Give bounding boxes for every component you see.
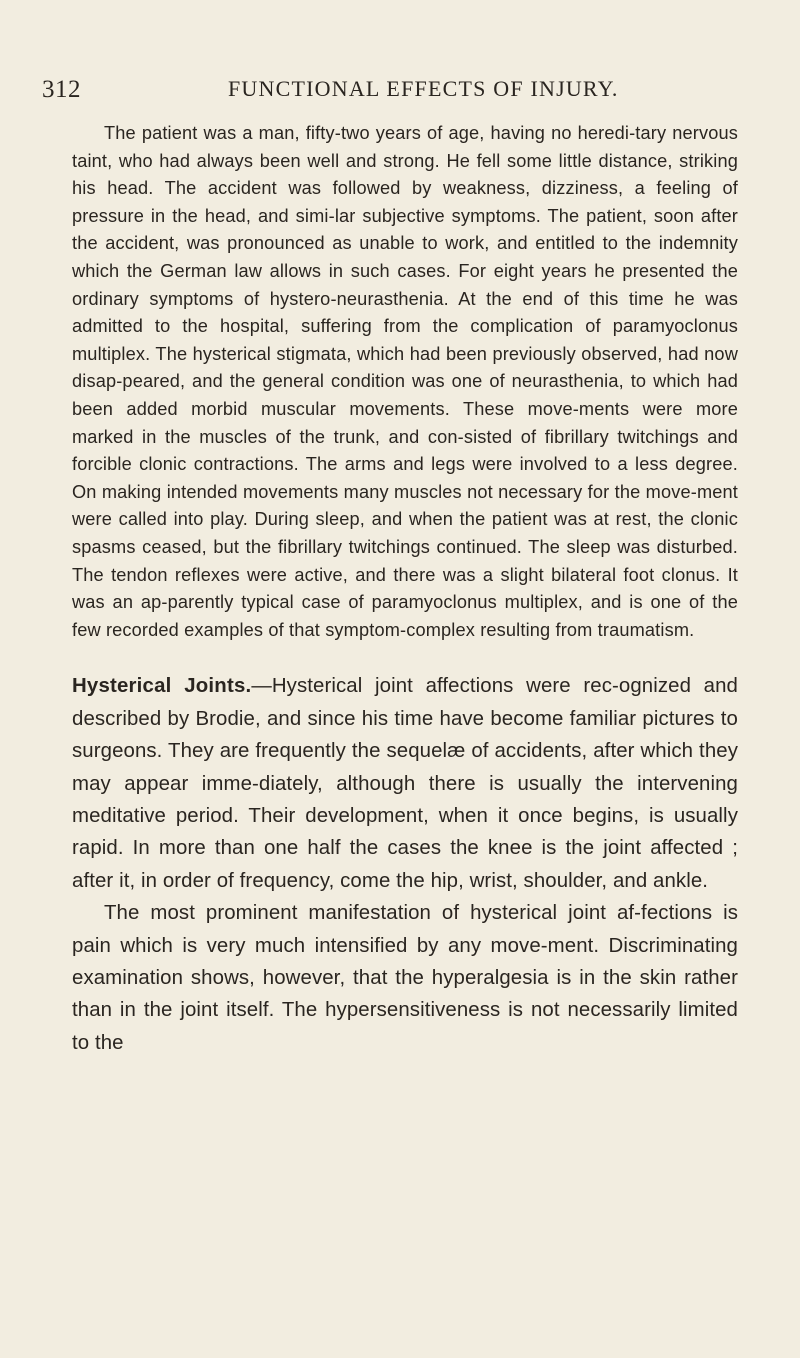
manifestation-paragraph: The most prominent manifestation of hysterical joint af-fections is pain which is very much intensified by any move-ment. Discriminating examination shows, however, that the hyperalgesia is in the skin rather than in the joint itself. The hypersensitiveness is not necessarily limited to the (72, 902, 738, 1054)
hysterical-joints-section (72, 670, 738, 1059)
running-title: FUNCTIONAL EFFECTS OF INJURY. (228, 76, 619, 101)
case-report-paragraph: The patient was a man, fifty-two years of age, having no heredi-tary nervous taint, who had always been well and strong. He fell some little distance, striking his head. The accident was followed by weakness, dizziness, a feeling of pressure in the head, and simi-lar subjective symptoms. The patient, soon after the accident, was pronounced as unable to work, and entitled to the indemnity which the German law allows in such cases. For eight years he presented the ordinary symptoms of hystero-neurasthenia. At the end of this time he was admitted to the hospital, suffering from the complication of paramyoclonus multiplex. The hysterical stigmata, which had been previously observed, had now disap-peared, and the general condition was one of neurasthenia, to which had been added morbid muscular movements. These move-ments were more marked in the muscles of the trunk, and con-sisted of fibrillary twitchings and forcible clonic contractions. The arms and legs were involved to a less degree. On making intended movements many muscles not necessary for the move-ment were called into play. During sleep, and when the patient was at rest, the clonic spasms ceased, but the fibrillary twitchings continued. The sleep was disturbed. The tendon reflexes were active, and there was a slight bilateral foot clonus. It was an ap-parently typical case of paramyoclonus multiplex, and is one of the few recorded examples of that symptom-complex resulting from traumatism. (72, 123, 738, 640)
section-intro-text: —Hysterical joint affections were rec-ognized and described by Brodie, and since his time have become familiar pictures to surgeons. They are frequently the sequelæ of accidents, after which they may appear imme-diately, although there is usually the intervening meditative period. Their development, when it once begins, is usually rapid. In more than one half the cases the knee is the joint affected ; after it, in order of frequency, come the hip, wrist, shoulder, and ankle. (72, 675, 738, 892)
body-text (72, 120, 738, 1059)
section-intro-paragraph (72, 670, 738, 897)
page-number: 312 (42, 76, 81, 103)
section-heading: Hysterical Joints. (72, 675, 252, 698)
